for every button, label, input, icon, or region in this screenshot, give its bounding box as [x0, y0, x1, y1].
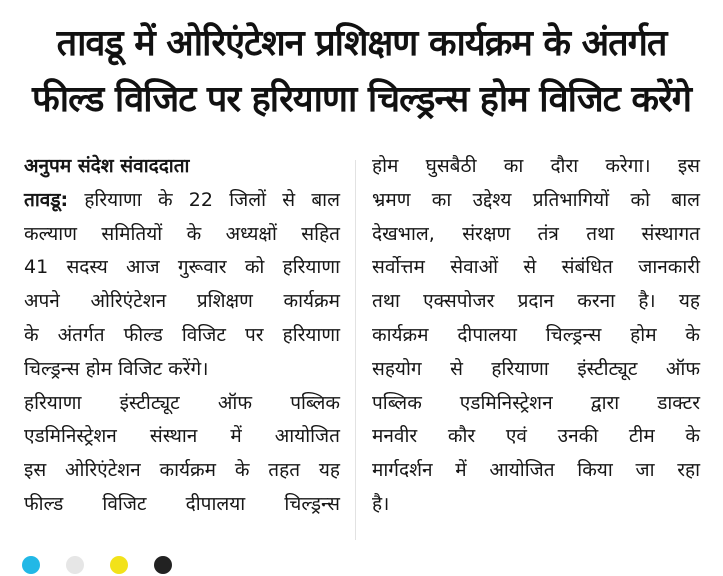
body-line: पब्लिक एडमिनिस्ट्रेशन द्वारा डाक्टर	[372, 391, 700, 414]
byline: अनुपम संदेश संवाददाता	[24, 155, 190, 177]
body-line-text: हरियाणा के 22 जिलों से बाल	[68, 188, 340, 211]
body-line: भ्रमण का उद्देश्य प्रतिभागियों को बाल	[372, 188, 700, 211]
body-line	[24, 184, 340, 218]
article-column-left	[24, 150, 340, 522]
body-line: हरियाणा इंस्टीट्यूट ऑफ पब्लिक	[24, 391, 340, 414]
body-line: सर्वोत्तम सेवाओं से संबंधित जानकारी	[372, 256, 700, 279]
body-line: मनवीर कौर एवं उनकी टीम के	[372, 425, 700, 448]
article-column-right	[372, 150, 700, 522]
body-line: के अंतर्गत फील्ड विजिट पर हरियाणा	[24, 323, 340, 346]
body-line: देखभाल, संरक्षण तंत्र तथा संस्थागत	[372, 222, 700, 245]
body-line: तथा एक्सपोजर प्रदान करना है। यह	[372, 290, 700, 313]
dateline: तावडू:	[24, 188, 69, 211]
body-line: एडमिनिस्ट्रेशन संस्थान में आयोजित	[24, 425, 340, 448]
body-line: कल्याण समितियों के अध्यक्षों सहित	[24, 222, 340, 245]
registration-dot	[22, 556, 40, 574]
headline-line-1: तावडू में ओरिएंटेशन प्रशिक्षण कार्यक्रम के अंतर्गत	[56, 23, 667, 64]
body-line: 41 सदस्य आज गुरूवार को हरियाणा	[24, 256, 340, 279]
registration-dot	[110, 556, 128, 574]
body-line: फील्ड विजिट दीपालया चिल्ड्रन्स	[24, 492, 340, 515]
body-line: होम घुसबैठी का दौरा करेगा। इस	[372, 155, 700, 177]
body-line: अपने ओरिएंटेशन प्रशिक्षण कार्यक्रम	[24, 290, 340, 313]
body-line: इस ओरिएंटेशन कार्यक्रम के तहत यह	[24, 459, 340, 482]
body-line: चिल्ड्रन्स होम विजिट करेंगे।	[24, 357, 209, 380]
body-line: कार्यक्रम दीपालया चिल्ड्रन्स होम के	[372, 323, 700, 346]
registration-dot	[154, 556, 172, 574]
column-divider	[355, 160, 356, 540]
print-registration-marks	[22, 556, 222, 576]
registration-dot	[66, 556, 84, 574]
body-line: मार्गदर्शन में आयोजित किया जा रहा	[372, 459, 700, 482]
headline-line-2: फील्ड विजिट पर हरियाणा चिल्ड्रन्स होम विजिट करेंगे	[32, 79, 691, 120]
body-line: है।	[372, 492, 390, 515]
body-line: सहयोग से हरियाणा इंस्टीट्यूट ऑफ	[372, 357, 700, 380]
headline	[0, 16, 723, 128]
